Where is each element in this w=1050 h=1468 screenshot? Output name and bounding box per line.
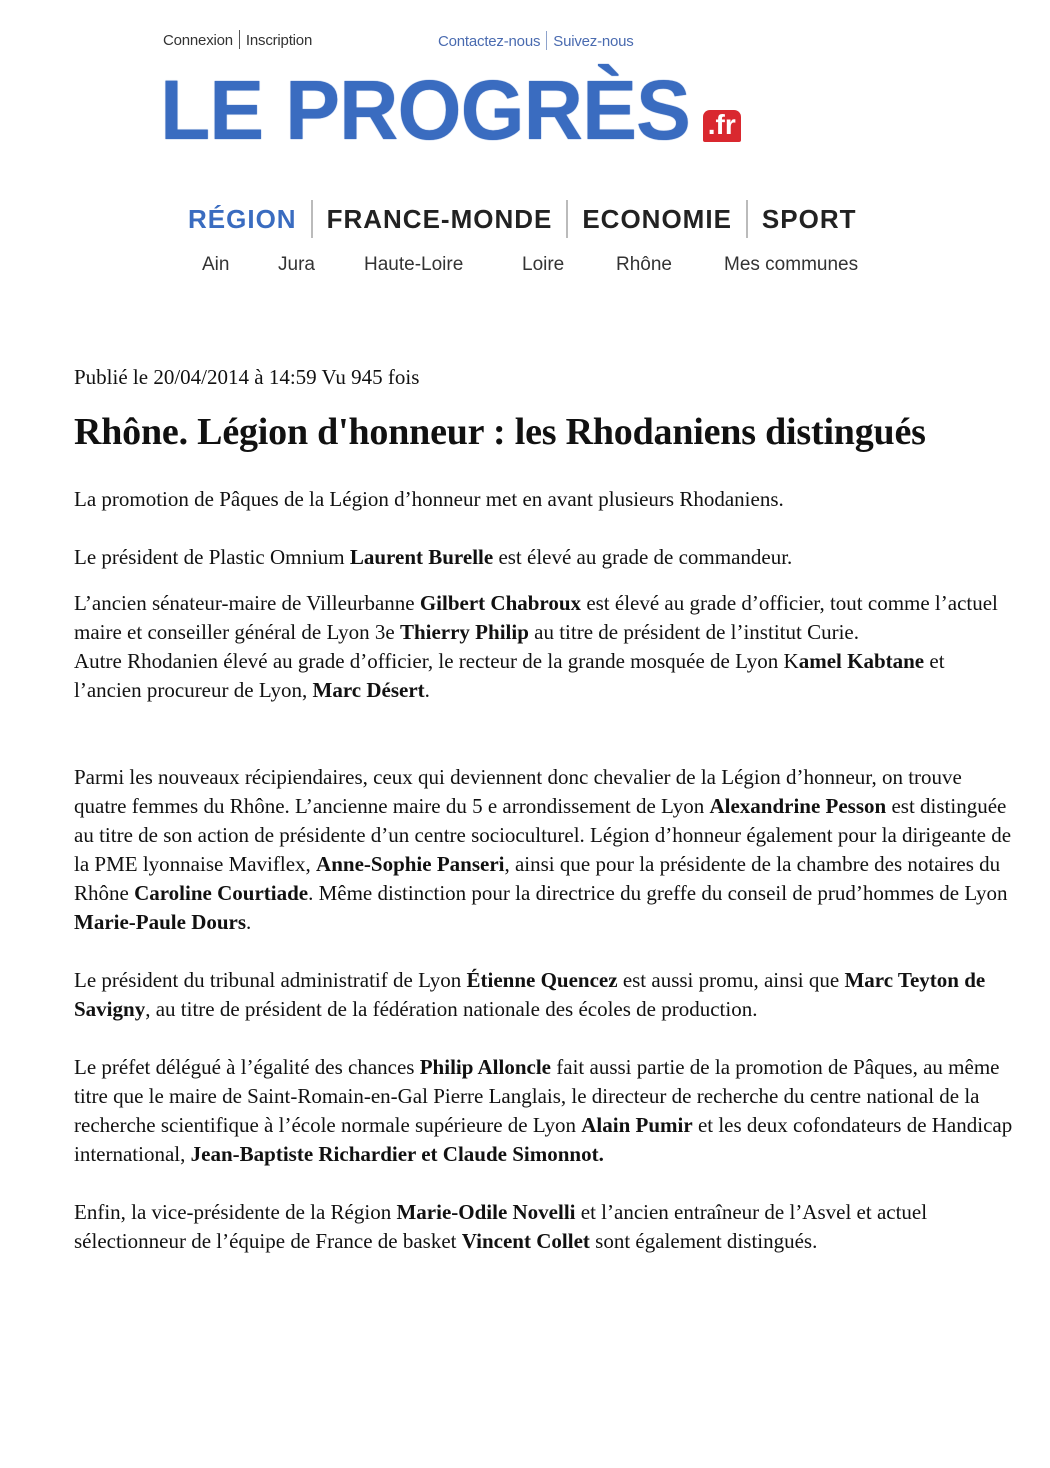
article-title: Rhône. Légion d'honneur : les Rhodaniens distingués	[74, 411, 926, 453]
account-links	[163, 30, 312, 49]
person-name: Vincent Collet	[461, 1229, 590, 1253]
contact-link[interactable]: Contactez-nous	[438, 33, 541, 50]
person-name: Marc Désert	[312, 678, 425, 702]
person-name: Laurent Burelle	[349, 545, 494, 569]
subnav-ain[interactable]: Ain	[202, 254, 230, 275]
site-logo[interactable]	[160, 62, 741, 157]
person-name: Thierry Philip	[399, 620, 529, 644]
subnav-mes-communes[interactable]: Mes communes	[724, 254, 859, 275]
follow-link[interactable]: Suivez-nous	[553, 33, 634, 50]
article-paragraph: Autre Rhodanien élevé au grade d’officier, le recteur de la grande mosquée de Lyon Kamel Kabtane et l’ancien procureur de Lyon, Marc Désert.	[74, 649, 945, 702]
article-paragraph: Le président de Plastic Omnium Laurent Burelle est élevé au grade de commandeur.	[74, 545, 793, 569]
nav-france-monde[interactable]: FRANCE-MONDE	[326, 203, 553, 234]
signup-link[interactable]: Inscription	[245, 32, 313, 49]
logo-wordmark: LE PROGRÈS	[160, 63, 690, 157]
person-name: Philip Alloncle	[419, 1055, 552, 1079]
contact-links	[438, 31, 634, 50]
nav-economie[interactable]: ECONOMIE	[582, 203, 732, 234]
article	[74, 362, 1014, 1256]
person-name: Jean-Baptiste Richardier et Claude Simonnot.	[190, 1142, 604, 1166]
person-name: Alexandrine Pesson	[709, 794, 887, 818]
person-name: Anne-Sophie Panseri	[316, 852, 505, 876]
publication-meta: Publié le 20/04/2014 à 14:59 Vu 945 fois	[74, 365, 420, 389]
article-paragraph: Le président du tribunal administratif de Lyon Étienne Quencez est aussi promu, ainsi que Marc Teyton de Savigny, au titre de président de la fédération nationale des écoles de production.	[74, 968, 986, 1021]
article-paragraph: Parmi les nouveaux récipiendaires, ceux qui deviennent donc chevalier de la Légion d’honneur, on trouve quatre femmes du Rhône. L’ancienne maire du 5 e arrondissement de Lyon Alexandrine Pesson est distinguée au titre de son action de présidente d’un centre socioculturel. Légion d’honneur également pour la dirigeante de la PME lyonnaise Maviflex, Anne-Sophie Panseri, ainsi que pour la présidente de la chambre des notaires du Rhône Caroline Courtiade. Même distinction pour la directrice du greffe du conseil de prud’hommes de Lyon Marie-Paule Dours.	[74, 765, 1012, 934]
article-paragraph: La promotion de Pâques de la Légion d’honneur met en avant plusieurs Rhodaniens.	[74, 487, 784, 511]
nav-divider	[311, 200, 313, 238]
person-name: Marc Teyton de Savigny	[74, 968, 986, 1021]
main-navigation	[188, 200, 857, 238]
article-paragraph: Le préfet délégué à l’égalité des chances Philip Alloncle fait aussi partie de la promotion de Pâques, au même titre que le maire de Saint-Romain-en-Gal Pierre Langlais, le directeur de recherche du centre national de la recherche scientifique à l’école normale supérieure de Lyon Alain Pumir et les deux cofondateurs de Handicap international, Jean-Baptiste Richardier et Claude Simonnot.	[74, 1055, 1013, 1166]
article-paragraph: Enfin, la vice-présidente de la Région Marie-Odile Novelli et l’ancien entraîneur de l’Asvel et actuel sélectionneur de l’équipe de France de basket Vincent Collet sont également distingués.	[74, 1200, 928, 1253]
nav-divider	[566, 200, 568, 238]
nav-sport[interactable]: SPORT	[761, 203, 857, 234]
nav-divider	[746, 200, 748, 238]
link-divider	[546, 31, 547, 50]
person-name: Gilbert Chabroux	[419, 591, 582, 615]
subnav-jura[interactable]: Jura	[278, 254, 315, 275]
subnav-haute-loire[interactable]: Haute-Loire	[364, 254, 464, 275]
person-name: Étienne Quencez	[466, 968, 618, 992]
subnav-rhone[interactable]: Rhône	[616, 254, 672, 275]
article-paragraph: L’ancien sénateur-maire de Villeurbanne Gilbert Chabroux est élevé au grade d’officier, tout comme l’actuel maire et conseiller général de Lyon 3e Thierry Philip au titre de président de l’institut Curie.	[74, 591, 998, 644]
person-name: Alain Pumir	[581, 1113, 693, 1137]
logo-fr-badge: .fr	[703, 110, 741, 142]
subnav-loire[interactable]: Loire	[522, 254, 565, 275]
link-divider	[239, 30, 240, 49]
person-name: amel Kabtane	[798, 649, 925, 673]
person-name: Caroline Courtiade	[134, 881, 309, 905]
person-name: Marie-Paule Dours	[74, 910, 247, 934]
nav-region[interactable]: RÉGION	[188, 203, 297, 234]
person-name: Marie-Odile Novelli	[396, 1200, 576, 1224]
login-link[interactable]: Connexion	[163, 32, 233, 49]
